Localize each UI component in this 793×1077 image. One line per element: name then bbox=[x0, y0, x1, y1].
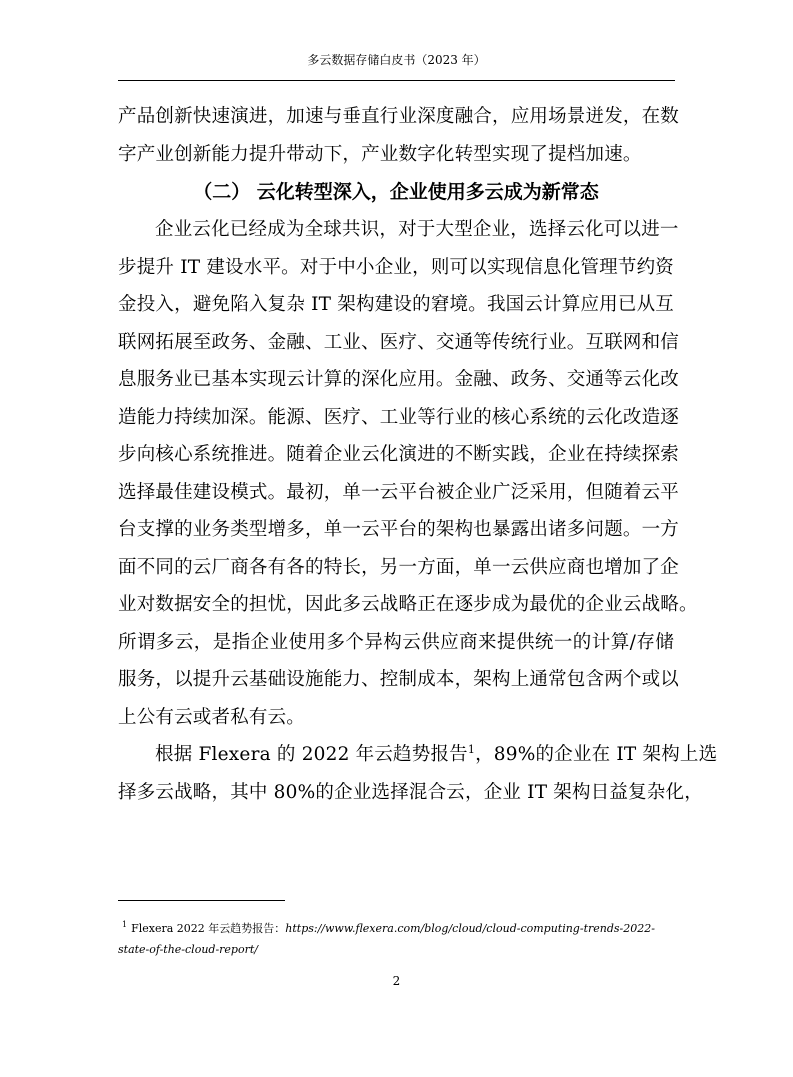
footnote-text: Flexera 2022 年云趋势报告： bbox=[131, 922, 286, 935]
text-line: 息服务业已基本实现云计算的深化应用。金融、政务、交通等云化改 bbox=[118, 369, 680, 390]
text-line: 企业云化已经成为全球共识，对于大型企业，选择云化可以进一 bbox=[155, 219, 679, 240]
text-line: 联网拓展至政务、金融、工业、医疗、交通等传统行业。互联网和信 bbox=[118, 331, 680, 353]
text-line: 产品创新快速演进，加速与垂直行业深度融合，应用场景迸发，在数 bbox=[118, 106, 680, 127]
text-line: 造能力持续加深。能源、医疗、工业等行业的核心系统的云化改造逐 bbox=[118, 406, 680, 428]
text-segment: 根据 Flexera 的 2022 年云趋势报告 bbox=[155, 744, 468, 765]
text-line: 业对数据安全的担忧，因此多云战略正在逐步成为最优的企业云战略。 bbox=[118, 594, 698, 615]
page-number: 2 bbox=[392, 974, 401, 988]
text-line: 字产业创新能力提升带动下，产业数字化转型实现了提档加速。 bbox=[118, 143, 642, 165]
footnote-url[interactable]: https://www.flexera.com/blog/cloud/cloud-computing-trends-2022-state-of-the-cloud-report/ bbox=[118, 922, 655, 956]
body-text bbox=[118, 98, 718, 811]
text-line: 择多云战略，其中 80%的企业选择混合云，企业 IT 架构日益复杂化， bbox=[118, 781, 703, 803]
header-rule bbox=[118, 80, 675, 81]
footnote-number: 1 bbox=[122, 920, 128, 930]
text-line: 服务，以提升云基础设施能力、控制成本，架构上通常包含两个或以 bbox=[118, 669, 680, 690]
footnote bbox=[118, 918, 674, 960]
page-header: 多云数据存储白皮书（2023 年） bbox=[307, 53, 486, 67]
footnote-rule bbox=[118, 900, 285, 901]
text-line: 选择最佳建设模式。最初，单一云平台被企业广泛采用，但随着云平 bbox=[118, 481, 680, 503]
text-line: 面不同的云厂商各有各的特长，另一方面，单一云供应商也增加了企 bbox=[118, 556, 680, 578]
text-line: 上公有云或者私有云。 bbox=[118, 706, 306, 728]
text-line: 台支撑的业务类型增多，单一云平台的架构也暴露出诸多问题。一方 bbox=[118, 519, 680, 540]
text-line bbox=[118, 736, 718, 774]
section-heading: （二） 云化转型深入，企业使用多云成为新常态 bbox=[193, 181, 599, 203]
footnote-reference[interactable]: 1 bbox=[467, 742, 476, 756]
text-line: 所谓多云，是指企业使用多个异构云供应商来提供统一的计算/存储 bbox=[118, 631, 674, 653]
text-line: 金投入，避免陷入复杂 IT 架构建设的窘境。我国云计算应用已从互 bbox=[118, 294, 674, 315]
text-line: 步向核心系统推进。随着企业云化演进的不断实践，企业在持续探索 bbox=[118, 444, 680, 465]
text-line: 步提升 IT 建设水平。对于中小企业，则可以实现信息化管理节约资 bbox=[118, 256, 674, 278]
text-segment: ，89%的企业在 IT 架构上选 bbox=[475, 744, 718, 765]
